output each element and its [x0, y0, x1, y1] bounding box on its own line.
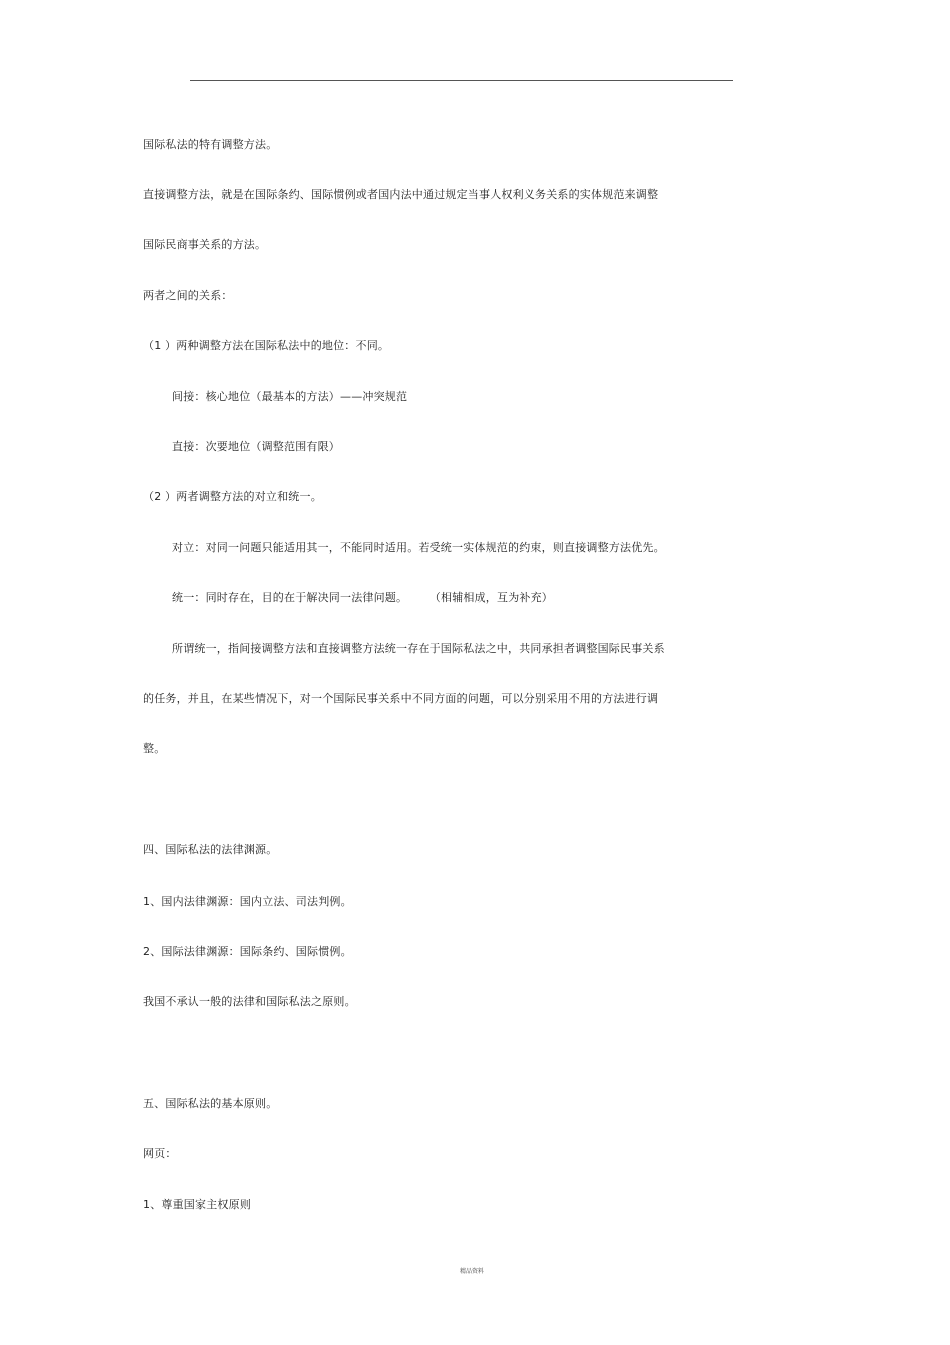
text-line-16: 2、国际法律渊源：国际条约、国际惯例。 — [143, 945, 352, 958]
text-line-4: 两者之间的关系： — [143, 289, 233, 302]
section-heading-5: 五、国际私法的基本原则。 — [143, 1097, 278, 1110]
section-heading-4: 四、国际私法的法律渊源。 — [143, 843, 278, 856]
text-line-2: 直接调整方法，就是在国际条约、国际惯例或者国内法中通过规定当事人权利义务关系的实体规范来调整 — [143, 188, 659, 201]
text-line-7: 直接：次要地位（调整范围有限） — [172, 440, 340, 453]
text-line-10: 统一：同时存在，目的在于解决同一法律问题。 （相辅相成，互为补充） — [172, 591, 553, 604]
text-line-5: （1 ）两种调整方法在国际私法中的地位：不同。 — [143, 339, 390, 352]
text-line-15: 1、国内法律渊源：国内立法、司法判例。 — [143, 895, 352, 908]
text-line-6: 间接：核心地位（最基本的方法）——冲突规范 — [172, 390, 408, 403]
text-line-12: 的任务，并且，在某些情况下，对一个国际民事关系中不同方面的问题，可以分别采用不用的方法进行调 — [143, 692, 659, 705]
text-line-11: 所谓统一，指间接调整方法和直接调整方法统一存在于国际私法之中，共同承担者调整国际民事关系 — [172, 642, 665, 655]
text-line-1: 国际私法的特有调整方法。 — [143, 138, 278, 151]
text-line-19: 网页： — [143, 1147, 177, 1160]
text-line-17: 我国不承认一般的法律和国际私法之原则。 — [143, 995, 356, 1008]
header-rule — [190, 80, 733, 81]
text-line-20: 1、尊重国家主权原则 — [143, 1198, 251, 1211]
text-line-8: （2 ）两者调整方法的对立和统一。 — [143, 490, 322, 503]
text-line-13: 整。 — [143, 742, 166, 755]
page-footer: 精品资料 — [460, 1268, 485, 1275]
text-line-9: 对立：对同一问题只能适用其一，不能同时适用。若受统一实体规范的约束，则直接调整方法优先。 — [172, 541, 665, 554]
text-line-3: 国际民商事关系的方法。 — [143, 238, 267, 251]
